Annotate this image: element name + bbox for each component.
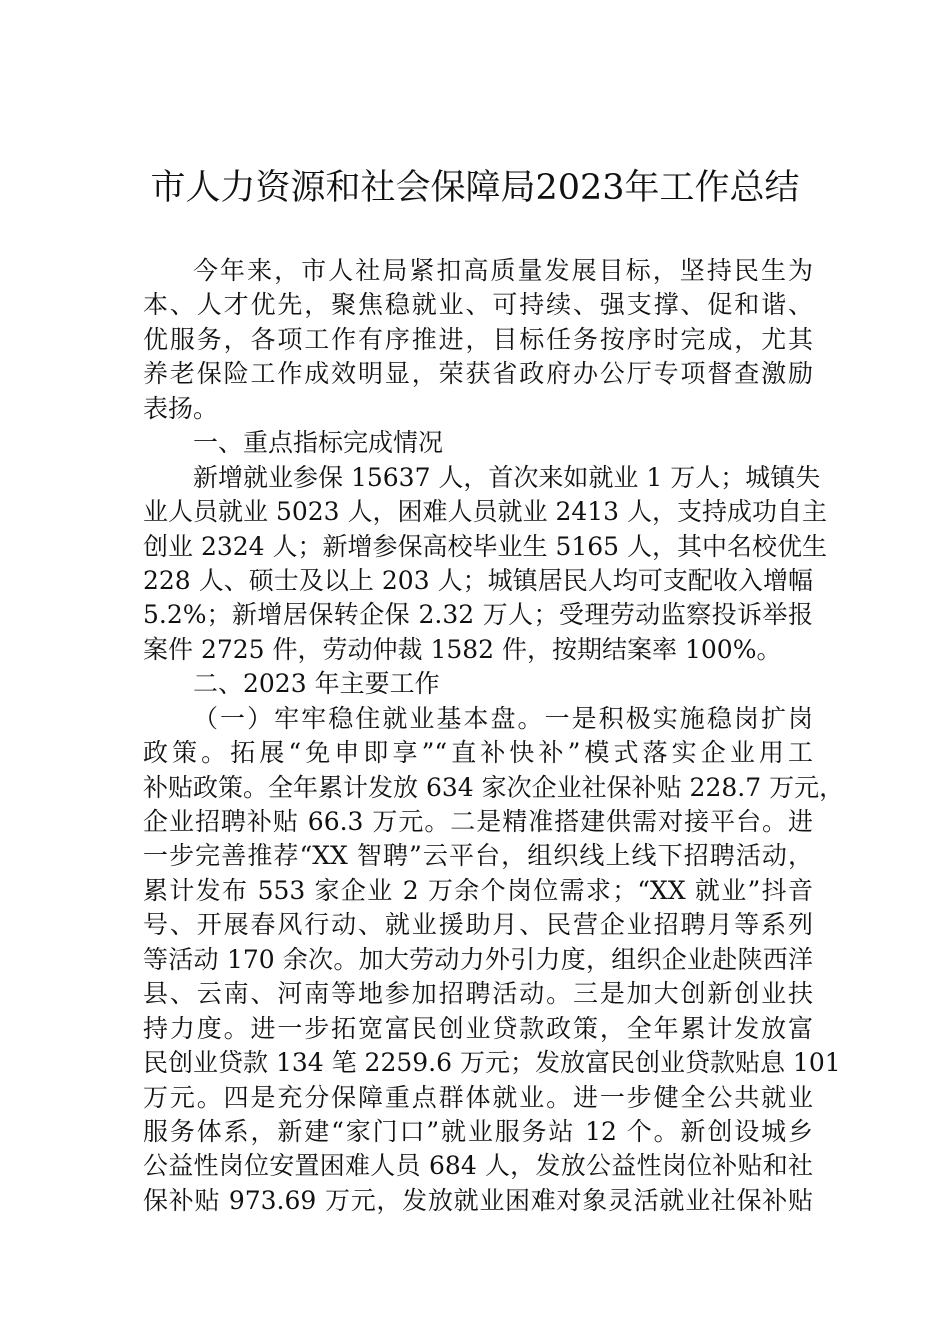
text-line: 优服务，各项工作有序推进，目标任务按序时完成，尤其 bbox=[143, 324, 813, 354]
text-line: 5.2%；新增居保转企保 2.32 万人；受理劳动监察投诉举报 bbox=[143, 600, 813, 630]
text-line: 政策。拓展“免申即享”“直补快补”模式落实企业用工 bbox=[143, 738, 813, 768]
text-line: 万元。四是充分保障重点群体就业。进一步健全公共就业 bbox=[143, 1082, 813, 1112]
text-line: 服务体系，新建“家门口”就业服务站 12 个。新创设城乡 bbox=[143, 1116, 813, 1146]
text-line: 创业 2324 人；新增参保高校毕业生 5165 人，其中名校优生 bbox=[143, 531, 828, 561]
text-line: 业人员就业 5023 人，困难人员就业 2413 人，支持成功自主 bbox=[143, 497, 828, 527]
text-line: 等活动 170 余次。加大劳动力外引力度，组织企业赴陕西洋 bbox=[143, 944, 813, 974]
document-body bbox=[143, 254, 845, 1218]
text-line: 案件 2725 件，劳动仲裁 1582 件，按期结案率 100%。 bbox=[143, 634, 782, 664]
text-line: 228 人、硕士及以上 203 人；城镇居民人均可支配收入增幅 bbox=[143, 565, 813, 595]
text-line: 本、人才优先，聚焦稳就业、可持续、强支撑、促和谐、 bbox=[143, 290, 813, 320]
text-line: 今年来，市人社局紧扣高质量发展目标，坚持民生为 bbox=[193, 256, 813, 285]
section-heading: 二、2023 年主要工作 bbox=[193, 669, 440, 699]
text-line: 表扬。 bbox=[143, 393, 219, 423]
text-line: 保补贴 973.69 万元，发放就业困难对象灵活就业社保补贴 bbox=[143, 1185, 813, 1215]
text-line: 企业招聘补贴 66.3 万元。二是精准搭建供需对接平台。进 bbox=[143, 807, 813, 836]
text-line: 公益性岗位安置困难人员 684 人，发放公益性岗位补贴和社 bbox=[143, 1151, 813, 1181]
document-title: 市人力资源和社会保障局2023年工作总结 bbox=[150, 168, 800, 208]
text-line: 累计发布 553 家企业 2 万余个岗位需求；“XX 就业”抖音 bbox=[143, 875, 813, 905]
text-line: 新增就业参保 15637 人，首次来如就业 1 万人；城镇失 bbox=[193, 462, 821, 492]
text-line: 县、云南、河南等地参加招聘活动。三是加大创新创业扶 bbox=[143, 979, 813, 1009]
text-line: （一）牢牢稳住就业基本盘。一是积极实施稳岗扩岗 bbox=[193, 703, 813, 733]
text-line: 一步完善推荐“XX 智聘”云平台，组织线上线下招聘活动， bbox=[143, 841, 813, 871]
text-line: 养老保险工作成效明显，荣获省政府办公厅专项督查激励 bbox=[143, 359, 813, 389]
section-heading: 一、重点指标完成情况 bbox=[193, 428, 444, 458]
text-line: 号、开展春风行动、就业援助月、民营企业招聘月等系列 bbox=[143, 910, 813, 940]
text-line: 补贴政策。全年累计发放 634 家次企业社保补贴 228.7 万元， bbox=[143, 772, 845, 802]
text-line: 民创业贷款 134 笔 2259.6 万元；发放富民创业贷款贴息 101 bbox=[143, 1048, 841, 1078]
text-line: 持力度。进一步拓宽富民创业贷款政策，全年累计发放富 bbox=[143, 1013, 813, 1043]
